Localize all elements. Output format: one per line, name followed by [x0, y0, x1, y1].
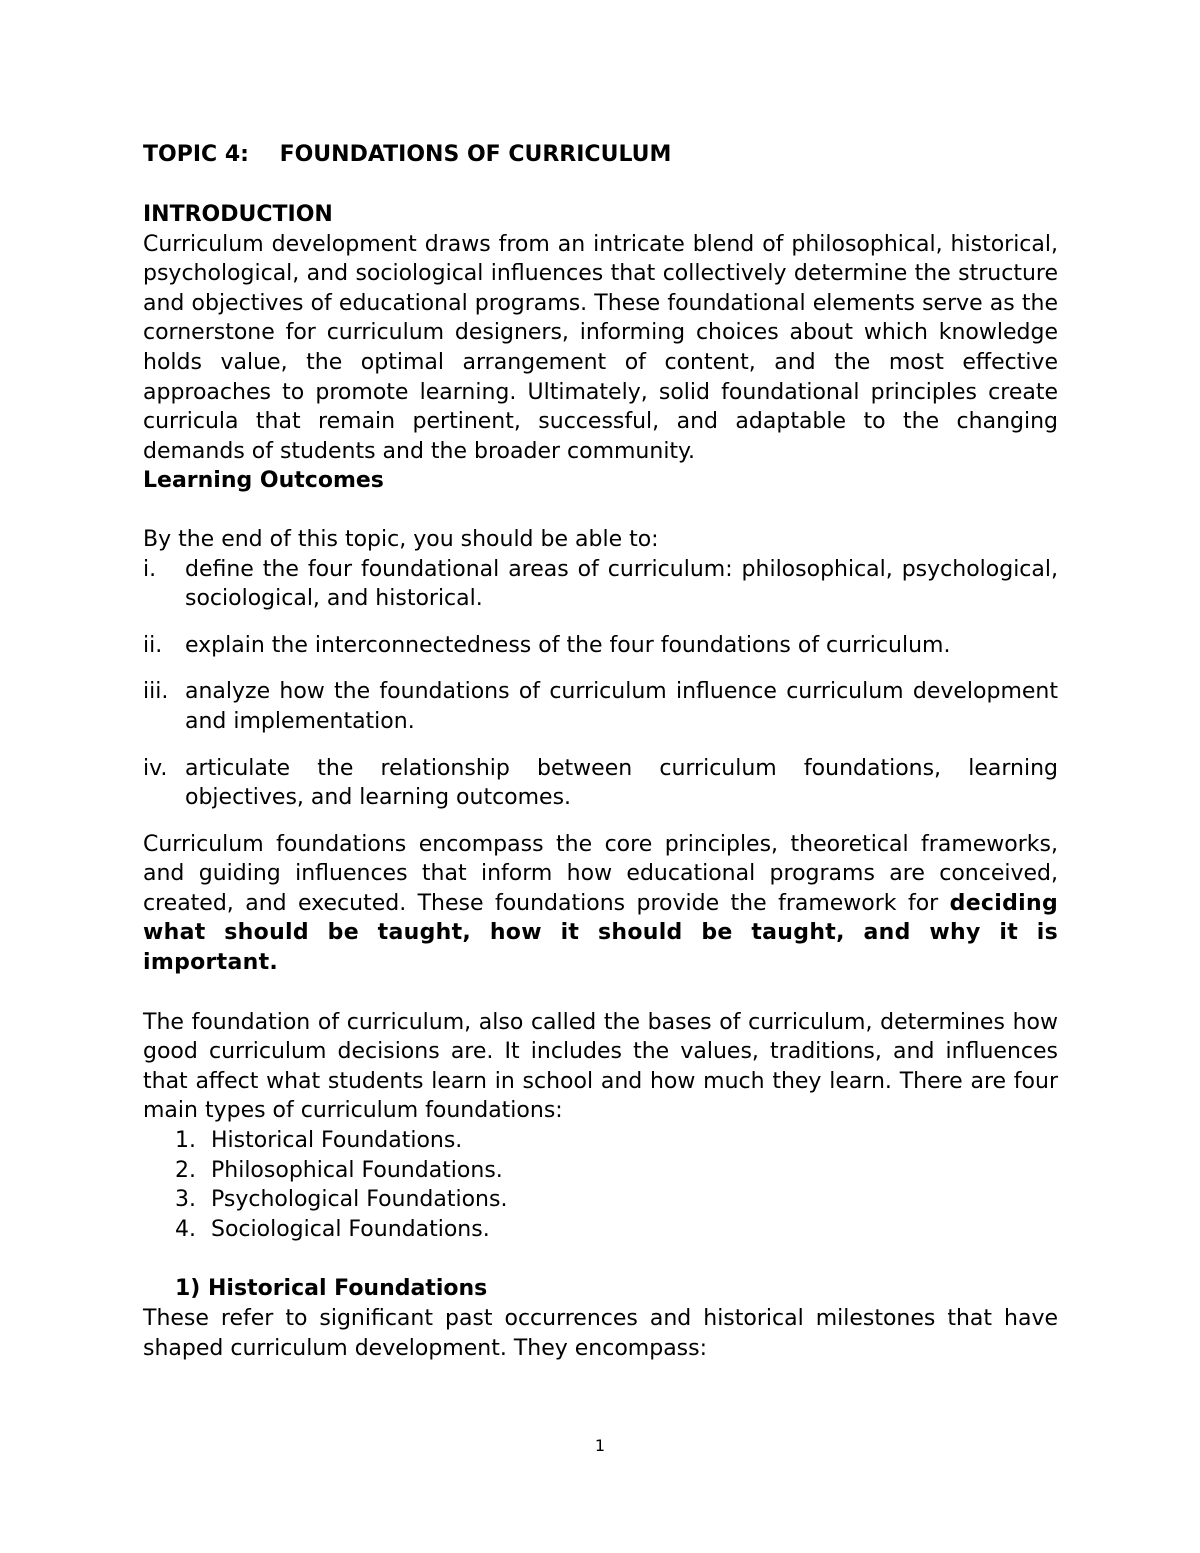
list-item — [143, 555, 1058, 614]
foundations-paragraph-emphasis: deciding what should be taught, how it should be taught, and why it is important. — [143, 890, 1058, 976]
list-item-text: Sociological Foundations. — [211, 1216, 490, 1242]
list-item-number: 2. — [175, 1157, 196, 1183]
outcomes-lead: By the end of this topic, you should be able to: — [143, 526, 659, 552]
introduction-paragraph: Curriculum development draws from an intricate blend of philosophical, historical, psychological, and sociological influences that collectively determine the structure and objectives of educational programs. These foundational elements serve as the cornerstone for curriculum designers, informing choices about which knowledge holds value, the optimal arrangement of content, and the most effective approaches to promote learning. Ultimately, solid foundational principles create curricula that remain pertinent, successful, and adaptable to the changing demands of students and the broader community. — [143, 231, 1058, 464]
list-item-text: Psychological Foundations. — [211, 1187, 508, 1213]
list-item-number: ii. — [143, 632, 163, 658]
document-title: TOPIC 4: FOUNDATIONS OF CURRICULUM — [143, 142, 672, 167]
document-page — [143, 140, 1058, 1363]
spacer — [143, 170, 1058, 200]
foundations-paragraph — [143, 830, 1058, 978]
foundation-types-list — [143, 1126, 1058, 1244]
spacer — [143, 978, 1058, 1008]
list-item-number: iv. — [143, 755, 168, 781]
historical-foundations-paragraph: These refer to significant past occurrences and historical milestones that have shaped curriculum development. They encompass: — [143, 1306, 1058, 1361]
learning-outcomes-list — [143, 555, 1058, 813]
introduction-heading: INTRODUCTION — [143, 202, 333, 227]
list-item — [175, 1185, 1058, 1215]
page-number: 1 — [594, 1436, 606, 1455]
list-item-number: iii. — [143, 679, 169, 705]
list-item-number: 3. — [175, 1187, 196, 1213]
list-item-text: explain the interconnectedness of the four foundations of curriculum. — [185, 632, 951, 658]
spacer — [143, 496, 1058, 525]
list-item-text: articulate the relationship between curriculum foundations, learning objectives, and learning outcomes. — [185, 755, 1058, 811]
list-item-text: Historical Foundations. — [211, 1128, 463, 1154]
learning-outcomes-heading: Learning Outcomes — [143, 468, 384, 494]
list-item — [143, 677, 1058, 736]
list-item-number: i. — [143, 556, 157, 582]
historical-foundations-heading: 1) Historical Foundations — [175, 1276, 488, 1302]
list-item-number: 1. — [175, 1128, 196, 1154]
list-item — [175, 1126, 1058, 1156]
list-item-text: Philosophical Foundations. — [211, 1157, 503, 1183]
list-item — [175, 1215, 1058, 1245]
list-item-text: define the four foundational areas of curriculum: philosophical, psychological, sociological, and historical. — [185, 556, 1058, 612]
list-item-number: 4. — [175, 1216, 196, 1242]
list-item — [143, 754, 1058, 813]
spacer — [143, 1244, 1058, 1274]
foundations-paragraph-text: Curriculum foundations encompass the core principles, theoretical frameworks, and guiding influences that inform how educational programs are conceived, created, and executed. These foundations provide the framework for — [143, 831, 1058, 916]
bases-paragraph: The foundation of curriculum, also called the bases of curriculum, determines how good curriculum decisions are. It includes the values, traditions, and influences that affect what students learn in school and how much they learn. There are four main types of curriculum foundations: — [143, 1009, 1058, 1124]
list-item-text: analyze how the foundations of curriculum influence curriculum development and implementation. — [185, 679, 1058, 734]
list-item — [143, 631, 1058, 661]
list-item — [175, 1156, 1058, 1186]
